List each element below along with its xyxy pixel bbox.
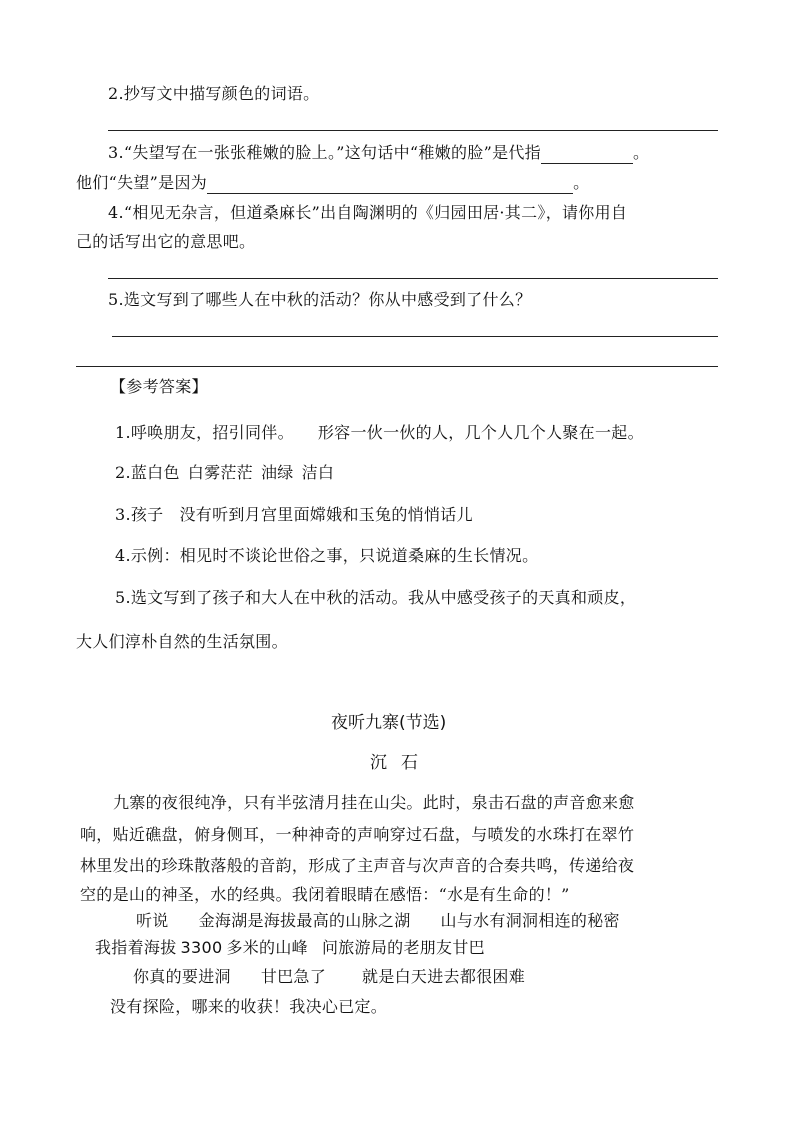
p3-segment: 你真的要进洞 — [133, 967, 231, 986]
answer-4: 4.示例：相见时不谈论世俗之事，只说道桑麻的生长情况。 — [115, 546, 539, 565]
paragraph-1-line-3: 林里发出的珍珠散落般的音韵，形成了主声音与次声音的合奏共鸣，传递给夜 — [80, 856, 635, 875]
question-4-line-1: 4.“相见无杂言，但道桑麻长”出自陶渊明的《归园田居·其二》，请你用自 — [108, 203, 628, 222]
answer-line-q4 — [108, 278, 718, 279]
question-5: 5.选文写到了哪些人在中秋的活动？你从中感受到了什么？ — [108, 290, 532, 309]
question-2: 2.抄写文中描写颜色的词语。 — [108, 84, 320, 103]
question-3-text: 3.“失望写在一张张稚嫩的脸上。”这句话中“稚嫩的脸”是代指 — [108, 143, 541, 162]
paragraph-2-line-2 — [95, 937, 485, 959]
paragraph-1-line-1: 九寨的夜很纯净，只有半弦清月挂在山尖。此时，泉击石盘的声音愈来愈 — [113, 793, 635, 812]
p2-segment: 问旅游局的老朋友甘巴 — [321, 938, 485, 957]
answers-heading: 【参考答案】 — [110, 377, 208, 396]
answer-2-item: 油绿 — [260, 463, 294, 482]
answer-1 — [115, 422, 644, 444]
answer-3-part-2: 没有听到月宫里面嫦娥和玉兔的悄悄话儿 — [179, 505, 473, 524]
answer-line-q5-2 — [76, 366, 718, 367]
answer-1-part-2: 形容一伙一伙的人，几个人几个人聚在一起。 — [317, 423, 644, 442]
answer-2 — [115, 462, 334, 484]
paragraph-4-line-1: 没有探险，哪来的收获！我决心已定。 — [110, 997, 388, 1016]
answer-2-item: 白雾茫茫 — [187, 463, 253, 482]
p2-segment: 我指着海拔 — [95, 938, 177, 957]
answer-3-part-1: 3.孩子 — [115, 505, 164, 524]
p3-segment: 就是白天进去都很困难 — [362, 967, 526, 986]
question-4-line-2: 己的话写出它的意思吧。 — [76, 232, 256, 251]
answer-line-q5-1 — [112, 336, 718, 337]
question-3-end-2: 。 — [573, 173, 590, 192]
p2-segment: 山与水有洞洞相连的秘密 — [440, 911, 620, 930]
p2-segment: 多米的山峰 — [226, 938, 308, 957]
article-title: 夜听九寨(节选) — [331, 713, 447, 733]
question-3-line-1 — [108, 142, 649, 164]
p2-segment: 金海湖是海拔最高的山脉之湖 — [198, 911, 411, 930]
answer-line-q2 — [108, 130, 718, 131]
p2-segment: 听说 — [136, 911, 169, 930]
paragraph-1-line-2: 响，贴近礁盘，俯身侧耳，一种神奇的声响穿过石盘，与喷发的水珠打在翠竹 — [80, 825, 635, 844]
fill-blank-q3-b — [207, 175, 573, 194]
question-3-end: 。 — [633, 143, 650, 162]
paragraph-1-line-4: 空的是山的神圣，水的经典。我闭着眼睛在感悟：“水是有生命的！” — [80, 885, 570, 904]
answer-3 — [115, 504, 473, 526]
fill-blank-q3-a — [541, 145, 633, 164]
article-author: 沉石 — [370, 753, 432, 773]
answer-1-part-1: 1.呼唤朋友，招引同伴。 — [115, 423, 294, 442]
answer-2-item: 洁白 — [301, 463, 335, 482]
paragraph-2-line-1 — [136, 910, 620, 932]
answer-5-line-1: 5.选文写到了孩子和大人在中秋的活动。我从中感受孩子的天真和顽皮， — [115, 588, 637, 607]
answer-5-line-2: 大人们淳朴自然的生活氛围。 — [76, 632, 288, 651]
paragraph-3-line-1 — [133, 966, 525, 988]
question-3-text-2: 他们“失望”是因为 — [76, 173, 208, 192]
question-3-line-2 — [76, 172, 589, 194]
p2-number: 3300 — [180, 938, 223, 957]
answer-2-item: 2.蓝白色 — [115, 463, 180, 482]
p3-segment: 甘巴急了 — [260, 967, 327, 986]
